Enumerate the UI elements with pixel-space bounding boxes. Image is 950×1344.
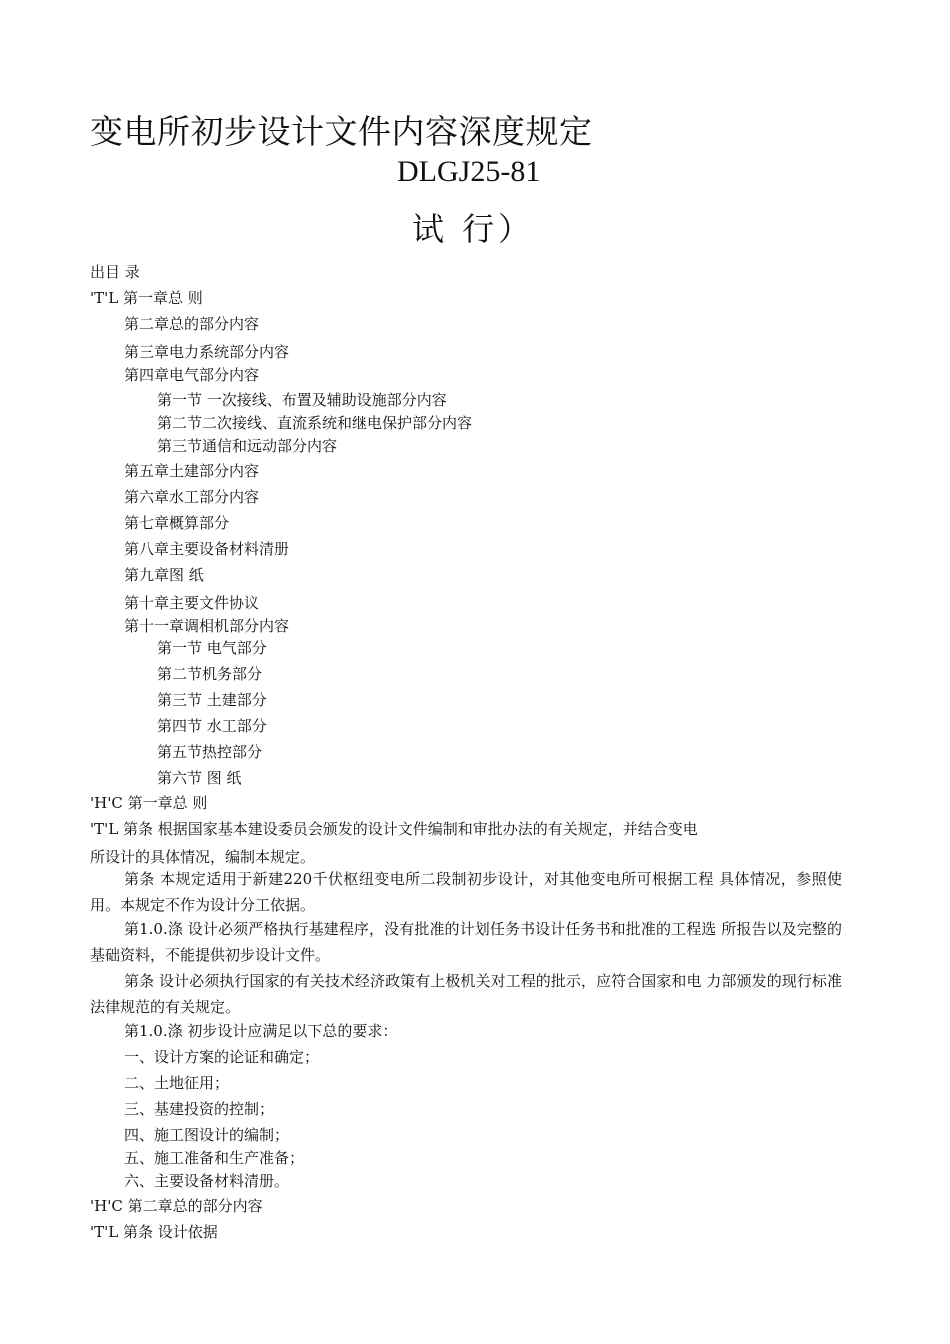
document-code: DLGJ25-81 — [397, 155, 541, 188]
toc-item: 第一节 一次接线、布置及辅助设施部分内容 — [157, 391, 447, 409]
toc-item: 第三节通信和远动部分内容 — [157, 437, 338, 455]
requirement-item: 四、施工图设计的编制； — [124, 1126, 290, 1144]
toc-item: 第三章电力系统部分内容 — [124, 343, 290, 361]
requirement-item: 三、基建投资的控制； — [124, 1100, 275, 1118]
requirement-item: 五、施工准备和生产准备； — [124, 1149, 305, 1167]
document-title: 变电所初步设计文件内容深度规定 — [90, 112, 593, 151]
article-4: 第条 设计必须执行国家的有关技术经济政策有上极机关对工程的批示，应符合国家和电 力部颁发的现行标准法律规范的有关规定。 — [90, 972, 842, 1016]
toc-item: 第二节机务部分 — [157, 665, 263, 683]
toc-item: 第五章土建部分内容 — [124, 462, 260, 480]
toc-item: 第十一章调相机部分内容 — [124, 617, 290, 635]
article-3: 第1.0.涤 设计必须严格执行基建程序，没有批准的计划任务书设计任务书和批准的工程选 所报告以及完整的基础资料，不能提供初步设计文件。 — [90, 920, 842, 964]
requirement-item: 二、土地征用； — [124, 1074, 230, 1092]
toc-item: 第六节 图 纸 — [157, 769, 242, 787]
toc-item: 第二节二次接线、直流系统和继电保护部分内容 — [157, 414, 473, 432]
toc-item: 第四节 水工部分 — [157, 717, 267, 735]
toc-item: 第九章图 纸 — [124, 566, 204, 584]
trial-label: 试 行） — [412, 210, 535, 248]
toc-item: 第六章水工部分内容 — [124, 488, 260, 506]
toc-item: 第一节 电气部分 — [157, 639, 267, 657]
toc-item: 第二章总的部分内容 — [124, 315, 260, 333]
toc-item: 第三节 土建部分 — [157, 691, 267, 709]
article-2: 第条 本规定适用于新建220千伏枢纽变电所二段制初步设计，对其他变电所可根据工程 具体情况，参照使用。本规定不作为设计分工依据。 — [90, 870, 842, 914]
article-1-line-2: 所设计的具体情况，编制本规定。 — [90, 848, 316, 866]
chapter-heading: 'H'C 第二章总的部分内容 — [90, 1197, 263, 1215]
requirement-item: 一、设计方案的论证和确定； — [124, 1048, 320, 1066]
chapter-heading: 'H'C 第一章总 则 — [90, 794, 208, 812]
requirement-item: 六、主要设备材料清册。 — [124, 1172, 290, 1190]
toc-item: 第八章主要设备材料清册 — [124, 540, 290, 558]
article-design-basis: 'T'L 第条 设计依据 — [90, 1223, 218, 1241]
toc-item: 第十章主要文件协议 — [124, 594, 260, 612]
toc-item: 第七章概算部分 — [124, 514, 230, 532]
toc-item: 第五节热控部分 — [157, 743, 263, 761]
toc-item: 第四章电气部分内容 — [124, 366, 260, 384]
article-5: 第1.0.涤 初步设计应满足以下总的要求： — [124, 1022, 398, 1040]
article-1-line-1: 'T'L 第条 根据国家基本建设委员会颁发的设计文件编制和审批办法的有关规定，并结合变电 — [90, 820, 698, 838]
toc-item: 'T'L 第一章总 则 — [90, 289, 203, 307]
toc-heading: 出目 录 — [90, 263, 140, 281]
